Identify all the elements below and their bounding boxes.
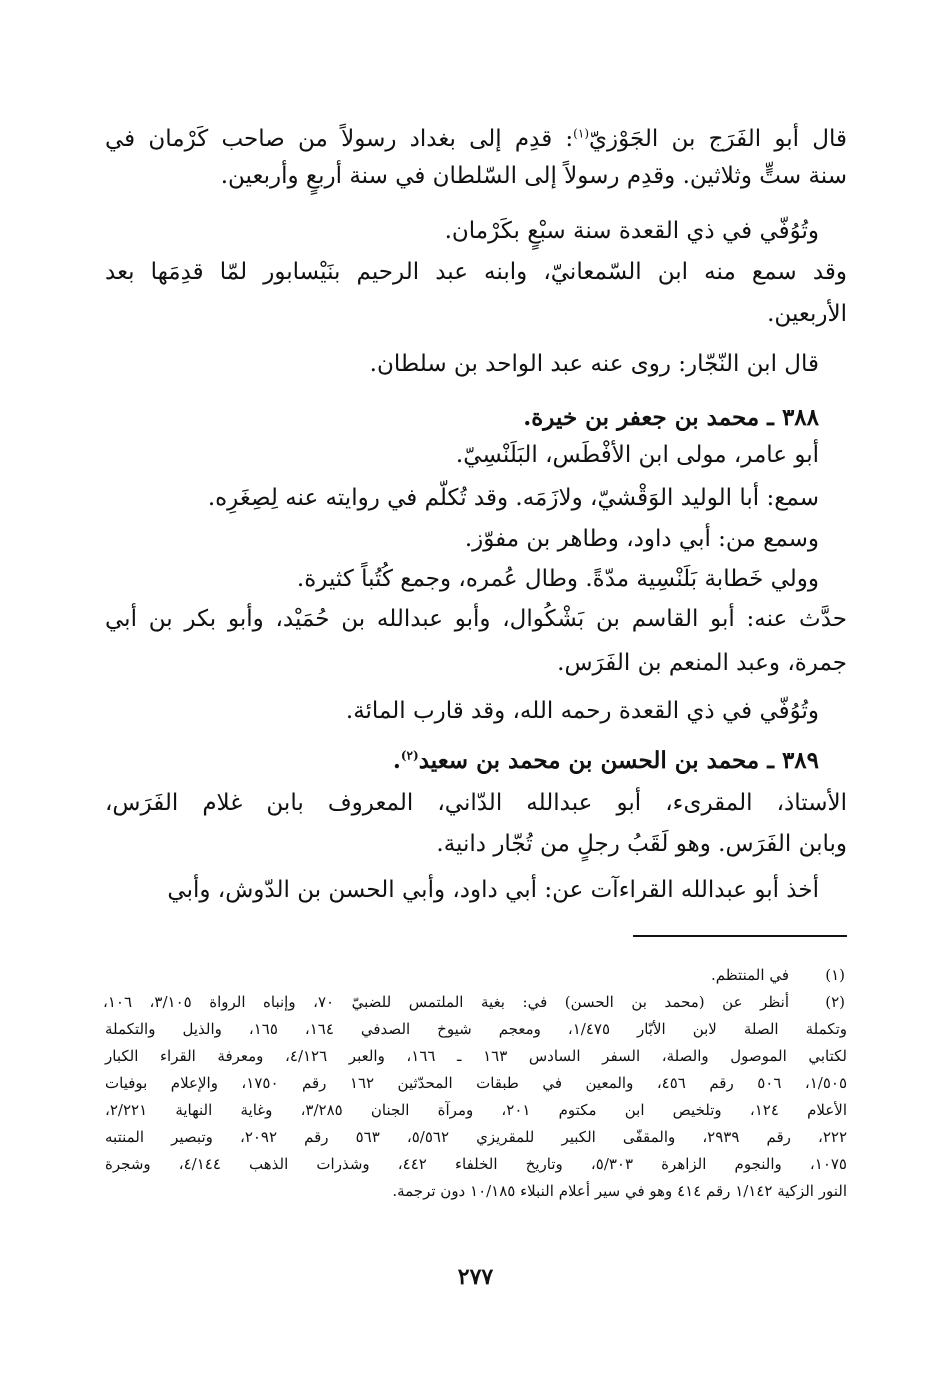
footnote-number: (٢) <box>825 993 845 1011</box>
page-number: ٢٧٧ <box>457 1264 494 1290</box>
heading-text: ٣٨٩ ـ محمد بن الحسن بن محمد بن سعيد <box>418 747 819 774</box>
text-line: أخذ أبو عبدالله القراءآت عن: أبي داود، وأبي الحسن بن الدّوش، وأبي <box>167 877 819 903</box>
text-line: وسمع من: أبي داود، وطاهر بن مفوّز. <box>464 526 819 552</box>
footnote-text: الأعلام ١٢٤، وتلخيص ابن مكتوم ٢٠١، ومرآة الجنان ٣/٢٨٥، وغاية النهاية ٢/٢٢١، <box>105 1101 847 1119</box>
text-line: سمع: أبا الوليد الوَقْشيّ، ولازَمَه. وقد تُكلّم في روايته عنه لِصِغَرِه. <box>207 485 819 511</box>
text-line: وتُوُفّي في ذي القعدة سنة سبْعٍ بكَرْمان. <box>444 218 819 244</box>
text-line: جمرة، وعبد المنعم بن الفَرَس. <box>557 650 847 676</box>
footnote-text: وتكملة الصلة لابن الأبّار ١/٤٧٥، ومعجم شيوخ الصدفي ١٦٤، ١٦٥، والذيل والتكملة <box>105 1020 847 1038</box>
text-line: أبو عامر، مولى ابن الأفْطَس، البَلَنْسِيّ. <box>455 442 819 468</box>
entry-heading: ٣٨٨ ـ محمد بن جعفر بن خيرة. <box>523 404 819 431</box>
heading-text: . <box>392 747 401 774</box>
footnote-text: ١٠٧٥، والنجوم الزاهرة ٥/٣٠٣، وتاريخ الخلفاء ٤٤٢، وشذرات الذهب ٤/١٤٤، وشجرة <box>105 1155 847 1173</box>
footnote-text: لكتابي الموصول والصلة، السفر السادس ١٦٣ ـ ١٦٦، والعبر ٤/١٢٦، ومعرفة القراء الكبار <box>105 1047 848 1065</box>
footnote-ref: (١) <box>573 126 589 141</box>
text-line: وبابن الفَرَس. وهو لَقَبُ رجلٍ من تُجّار دانية. <box>436 831 847 857</box>
footnote-text: في المنتظم. <box>711 966 789 984</box>
footnote-text: النور الزكية ١/١٤٢ رقم ٤١٤ وهو في سير أعلام النبلاء ١٠/١٨٥ دون ترجمة. <box>392 1182 847 1200</box>
footnote-ref: (٢) <box>400 748 419 763</box>
footnote-text: ٢٢٢، رقم ٢٩٣٩، والمقفّى الكبير للمقريزي ٥/٥٦٢، ٥٦٣ رقم ٢٠٩٢، وتبصير المنتبه <box>105 1128 847 1146</box>
footnote-separator <box>633 935 847 937</box>
text-line: حدَّث عنه: أبو القاسم بن بَشْكُوال، وأبو عبدالله بن حُمَيْد، وأبو بكر بن أبي <box>105 606 847 632</box>
text-line: وولي خَطابة بَلَنْسِية مدّةً. وطال عُمره، وجمع كُتُباً كثيرة. <box>296 566 819 592</box>
text-line: وقد سمع منه ابن السّمعانيّ، وابنه عبد الرحيم بنَيْسابور لمّا قدِمَها بعد <box>105 259 847 285</box>
text-line: الأربعين. <box>767 301 847 327</box>
text-line: سنة ستٍّ وثلاثين. وقدِم رسولاً إلى السّلطان في سنة أربعٍ وأربعين. <box>220 163 847 189</box>
footnote-text: أنظر عن (محمد بن الحسن) في: بغية الملتمس للضبيّ ٧٠، وإنباه الرواة ٣/١٠٥، ١٠٦، <box>103 993 790 1011</box>
entry-heading <box>393 743 819 779</box>
text-line: الأستاذ، المقرىء، أبو عبدالله الدّاني، المعروف بابن غلام الفَرَس، <box>105 790 847 816</box>
text-segment: قال أبو الفَرَج بن الجَوْزيّ <box>589 126 847 152</box>
text-line: قال ابن النّجّار: روى عنه عبد الواحد بن سلطان. <box>369 351 819 377</box>
text-segment: : قدِم إلى بغداد رسولاً من صاحب كَرْمان في <box>105 126 574 152</box>
footnote-number: (١) <box>825 966 845 984</box>
footnote-text: ١/٥٠٥، ٥٠٦ رقم ٤٥٦، والمعين في طبقات المحدّثين ١٦٢ رقم ١٧٥٠، والإعلام بوفيات <box>105 1074 847 1092</box>
text-line <box>105 121 847 157</box>
text-line: وتُوُفّي في ذي القعدة رحمه الله، وقد قارب المائة. <box>345 698 819 724</box>
